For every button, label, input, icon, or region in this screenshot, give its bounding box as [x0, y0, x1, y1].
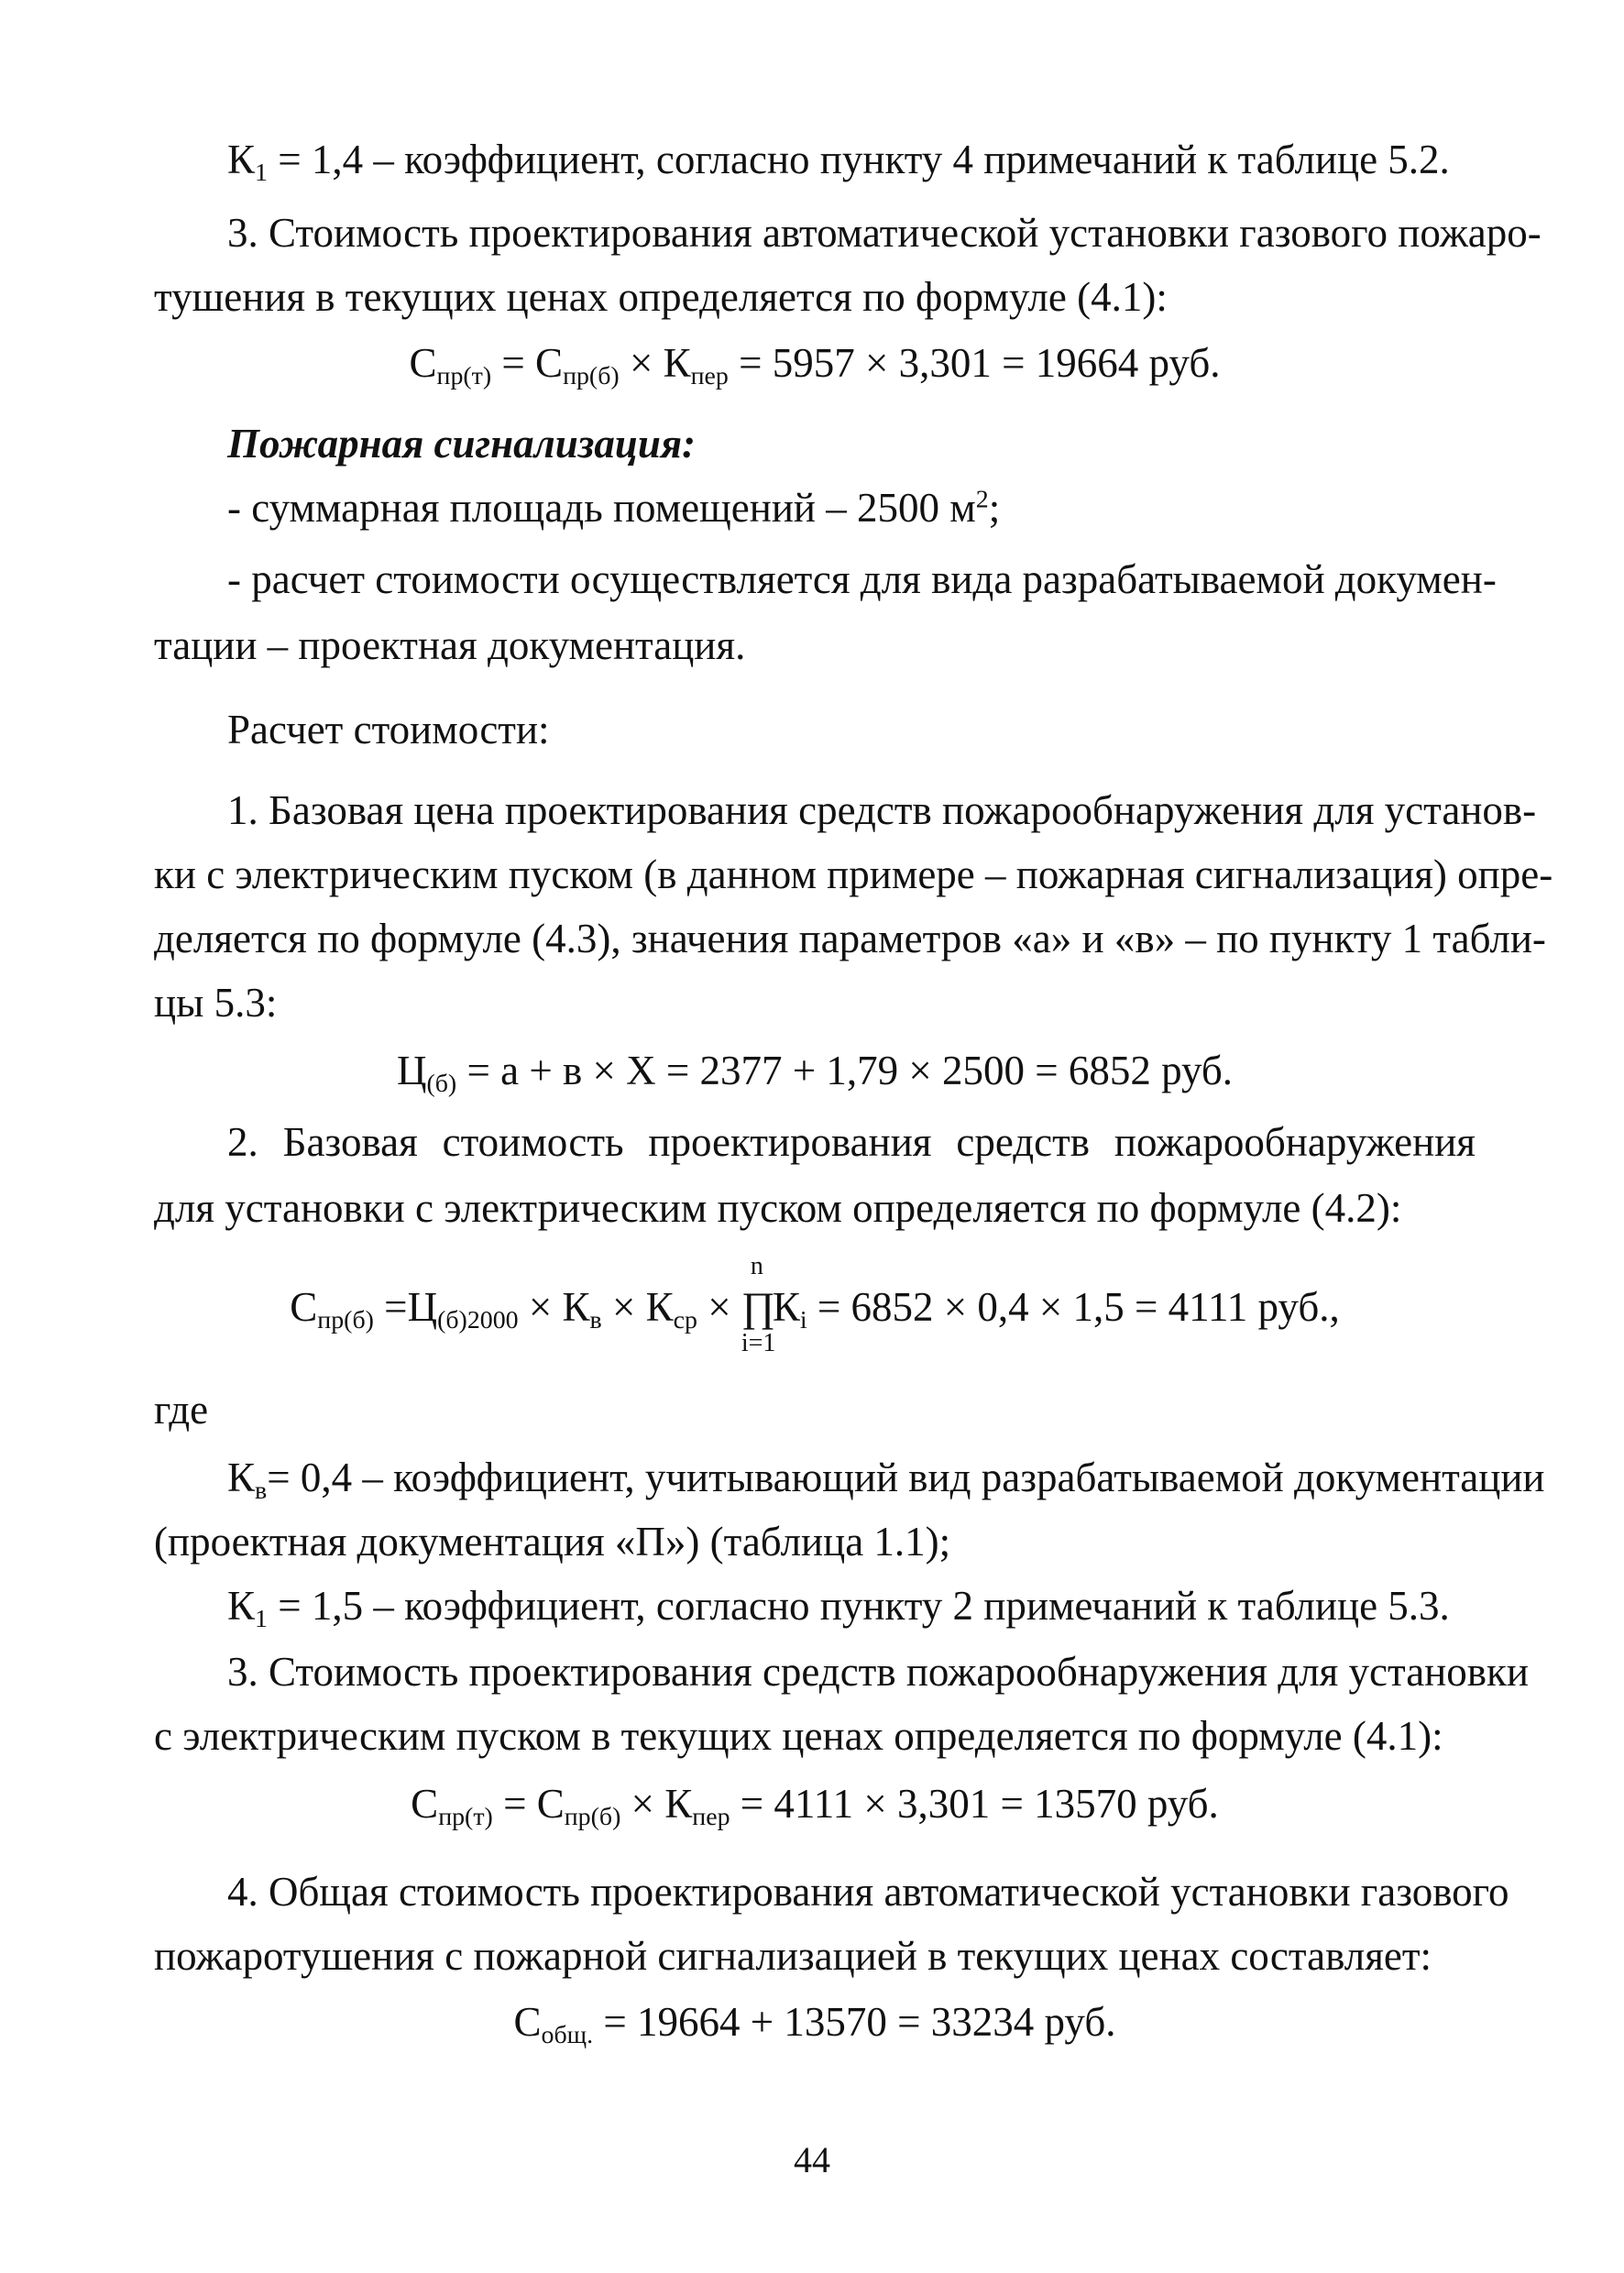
formula-base-cost: $С_{пр(б)} =Ц_{(б)2000} \times К_в \times К_{ср}$ × n ∏ i=1 $К_i = 6852 \times 0,4 \times 1,5 = 4111$ руб.,: [290, 1252, 1340, 1357]
formula-base-price: $Ц_{(б)} = а + в \times Х = 2377 + 1,79 \times 2500 = 6852$ руб.: [396, 1048, 1234, 1098]
paragraph-line: пожаротушения с пожарной сигнализацией в текущих ценах составляет:: [154, 1933, 1432, 1979]
paragraph-line: Расчет стоимости:: [227, 707, 550, 752]
paragraph-line: деляется по формуле (4.3), значения параметров «а» и «в» – по пункту 1 табли-: [154, 916, 1546, 961]
paragraph-line: для установки с электрическим пуском определяется по формуле (4.2):: [154, 1185, 1402, 1231]
paragraph-line: с электрическим пуском в текущих ценах определяется по формуле (4.1):: [154, 1713, 1443, 1759]
paragraph-line: 3. Стоимость проектирования автоматической установки газового пожаро-: [227, 210, 1542, 256]
section-heading: Пожарная сигнализация:: [227, 421, 697, 467]
paragraph-line: тушения в текущих ценах определяется по формуле (4.1):: [154, 274, 1168, 320]
paragraph-line: тации – проектная документация.: [154, 622, 746, 668]
paragraph-line: цы 5.3:: [154, 980, 278, 1026]
paragraph-line: (проектная документация «П») (таблица 1.1);: [154, 1519, 951, 1565]
product-symbol: n ∏ i=1: [741, 1252, 776, 1357]
coefficient-kv-line: $К_в= 0,4$ – коэффициент, учитывающий вид разрабатываемой документации: [227, 1455, 1545, 1505]
list-item: - суммарная площадь помещений – 2500 $м^2$;: [227, 485, 1001, 531]
formula-current-cost: $С_{пр(т)} = С_{пр(б)} \times К_{пер} = 5957 \times 3,301 = 19664$ руб.: [409, 340, 1221, 390]
formula-total-cost: $С_{общ.} = 19664 + 13570 = 33234$ руб.: [513, 1999, 1116, 2049]
paragraph-line: где: [154, 1387, 209, 1433]
paragraph-line: 1. Базовая цена проектирования средств пожарообнаружения для установ-: [227, 787, 1537, 833]
product-upper-limit: n: [750, 1252, 763, 1280]
paragraph-line: 3. Стоимость проектирования средств пожарообнаружения для установки: [227, 1649, 1529, 1695]
formula-current-cost: $С_{пр(т)} = С_{пр(б)} \times К_{пер} = 4111 \times 3,301 = 13570$ руб.: [411, 1781, 1219, 1831]
paragraph-line: ки с электрическим пуском (в данном примере – пожарная сигнализация) опре-: [154, 851, 1553, 897]
paragraph-line: 2. Базовая стоимость проектирования средств пожарообнаружения: [227, 1119, 1476, 1165]
list-item: - расчет стоимости осуществляется для вида разрабатываемой докумен-: [227, 556, 1497, 602]
coefficient-k1-line: $К_1 = 1,4$ – коэффициент, согласно пункту 4 примечаний к таблице 5.2.: [227, 137, 1450, 187]
product-lower-limit: i=1: [741, 1329, 776, 1357]
paragraph-line: 4. Общая стоимость проектирования автоматической установки газового: [227, 1869, 1509, 1915]
coefficient-k1-line: $К_1 = 1,5$ – коэффициент, согласно пункту 2 примечаний к таблице 5.3.: [227, 1583, 1450, 1633]
page-number: 44: [794, 2139, 830, 2180]
